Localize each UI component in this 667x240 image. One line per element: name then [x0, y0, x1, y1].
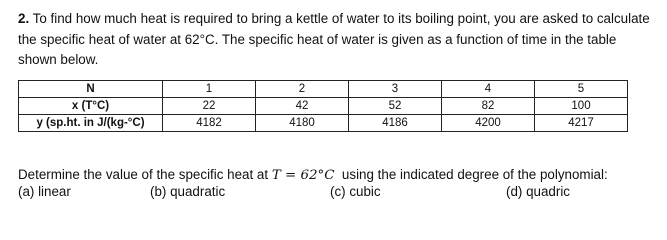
table-row-y — [19, 115, 628, 132]
option-a: (a) linear — [18, 184, 71, 199]
table-cell: 82 — [442, 98, 535, 115]
table-cell: 22 — [163, 98, 256, 115]
table-cell: 4 — [442, 81, 535, 98]
question-text — [18, 165, 658, 185]
question-prefix: Determine the value of the specific heat at — [18, 167, 272, 182]
table-row-n — [19, 81, 628, 98]
table-cell: 4186 — [349, 115, 442, 132]
problem-number: 2. — [18, 11, 30, 26]
data-table — [18, 80, 628, 132]
table-cell: 3 — [349, 81, 442, 98]
table-cell: 52 — [349, 98, 442, 115]
option-d: (d) quadric — [506, 184, 571, 199]
table-header-cell: N — [19, 81, 163, 98]
question-math: T = 62°C — [271, 168, 335, 183]
table-cell: 5 — [535, 81, 628, 98]
table-cell: 100 — [535, 98, 628, 115]
table-cell: 42 — [256, 98, 349, 115]
table-cell: 4200 — [442, 115, 535, 132]
table-cell: 1 — [163, 81, 256, 98]
table-cell: 4217 — [535, 115, 628, 132]
table-row-x — [19, 98, 628, 115]
option-b: (b) quadratic — [150, 184, 226, 199]
answer-options — [18, 184, 658, 204]
table-header-cell: y (sp.ht. in J/(kg-°C) — [19, 115, 163, 132]
table-cell: 4180 — [256, 115, 349, 132]
table-cell: 2 — [256, 81, 349, 98]
problem-statement — [18, 9, 658, 71]
table-header-cell: x (T°C) — [19, 98, 163, 115]
problem-text: To find how much heat is required to bring a kettle of water to its boiling point, you are asked to calculate the specific heat of water at 62°C. The specific heat of water is given as a function of time in the table shown below. — [18, 11, 650, 67]
option-c: (c) cubic — [330, 184, 381, 199]
table-cell: 4182 — [163, 115, 256, 132]
question-suffix: using the indicated degree of the polynomial: — [334, 167, 608, 182]
